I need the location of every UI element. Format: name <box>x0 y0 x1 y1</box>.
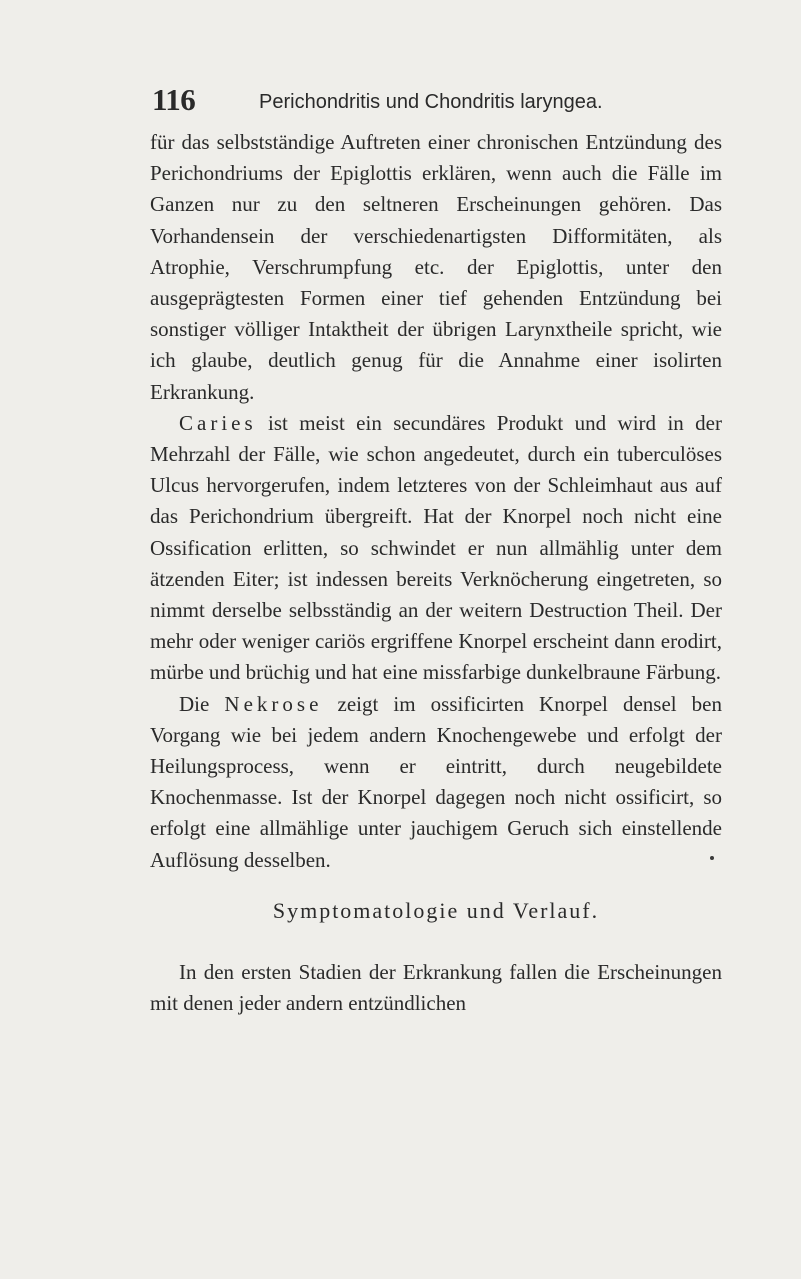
paragraph-3-start: Die <box>179 691 225 716</box>
nekrose-term: Nekrose <box>224 691 323 716</box>
body-text <box>150 127 722 876</box>
paragraph-1: für das selbstständige Auftreten einer chronischen Entzündung des Perichondriums der Epiglottis erklären, wenn auch die Fälle im Ganzen nur zu den seltneren Erscheinungen gehören. Das Vorhandensein der verschiedenartigsten Difformitäten, als Atrophie, Verschrumpfung etc. der Epiglottis, unter den ausgeprägtesten Formen einer tief gehenden Entzündung bei sonstiger völliger Intaktheit der übrigen Larynxtheile spricht, wie ich glaube, deutlich genug für die Annahme einer isolirten Erkrankung. <box>150 130 722 404</box>
paragraph-2-text: ist meist ein secundäres Produkt und wird in der Mehrzahl der Fälle, wie schon angedeutet, durch ein tuberculöses Ulcus hervorgerufen, indem letzteres von der Schleimhaut aus auf das Perichondrium übergreift. Hat der Knorpel noch nicht eine Ossification erlitten, so schwindet er nun allmählig unter dem ätzenden Eiter; ist indessen bereits Verknöcherung eingetreten, so nimmt derselbe selbsständig an der weitern Destruction Theil. Der mehr oder weniger cariös ergriffene Knorpel erscheint dann erodirt, mürbe und brüchig und hat eine missfarbige dunkelbraune Färbung. <box>150 410 722 685</box>
caries-term: Caries <box>179 410 257 435</box>
paragraph-3 <box>150 689 722 876</box>
paragraph-3-text: zeigt im ossificirten Knorpel densel ben Vorgang wie bei jedem andern Knochengewebe und erfolgt der Heilungsprocess, wenn er eintritt, durch neugebildete Knochenmasse. Ist der Knorpel dagegen noch nicht ossificirt, so erfolgt eine allmählige unter jauchigem Geruch sich einstellende Auflösung desselben. <box>150 691 723 872</box>
ink-speck <box>710 856 714 860</box>
section-paragraph: In den ersten Stadien der Erkrankung fallen die Erscheinungen mit denen jeder andern entzündlichen <box>150 960 722 1016</box>
section-heading: Symptomatologie und Verlauf. <box>272 898 600 923</box>
running-title: Perichondritis und Chondritis laryngea. <box>259 91 603 113</box>
paragraph-2 <box>150 408 722 689</box>
page-number: 116 <box>152 82 196 117</box>
page-header <box>152 82 712 122</box>
